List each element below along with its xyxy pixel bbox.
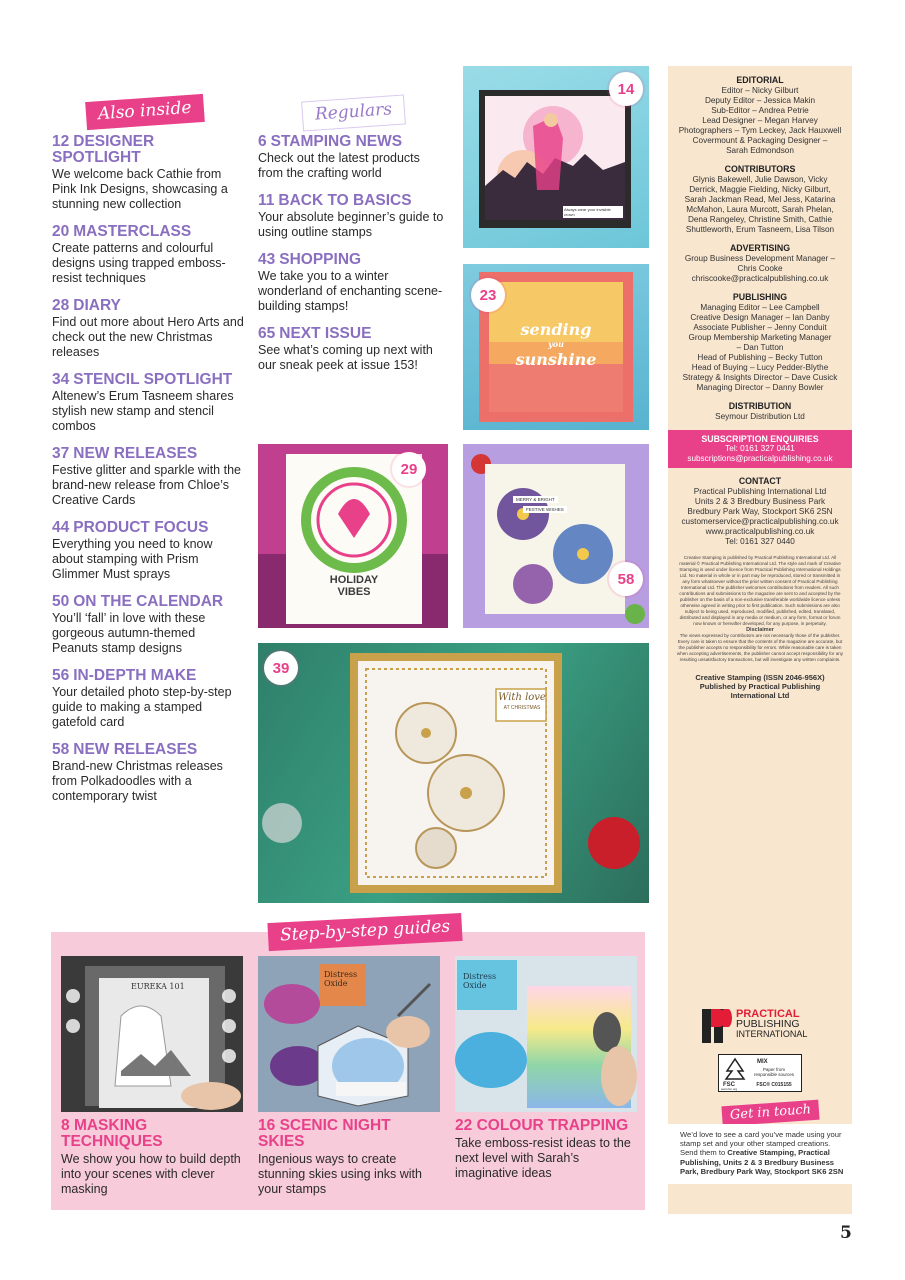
entry-title: BACK TO BASICS [278, 192, 412, 209]
card-banner: FESTIVE WISHES [523, 506, 567, 513]
contact-line: Units 2 & 3 Bredbury Business Park [694, 497, 826, 506]
page-number: 56 [52, 667, 70, 684]
credit-line: Head of Buying – Lucy Pedder-Blythe [691, 363, 829, 372]
entry-title: SHOPPING [279, 251, 362, 268]
touch-address: Creative Stamping, Practical Publishing, Units 2 & 3 Bredbury Business Park, Bredbury Park Way, Stockport SK6 2SN [680, 1148, 844, 1176]
card-text-line: AT CHRISTMAS [503, 705, 541, 711]
section-title: ADVERTISING [729, 243, 791, 253]
card-text-line: VIBES [337, 586, 371, 598]
entry-shopping[interactable] [258, 252, 448, 314]
step-colour-trapping[interactable] [455, 1118, 635, 1181]
subscription-phone[interactable]: Tel: 0161 327 0441 [725, 444, 795, 453]
credit-line: Seymour Distribution Ltd [715, 412, 805, 421]
credit-line: Group Membership Marketing Manager [688, 333, 832, 342]
touch-text: We’d love to see a card you’ve made using your stamp set and your other stamped creations. Send them to [680, 1130, 842, 1158]
advertising-email-link[interactable]: chriscooke@practicalpublishing.co.uk [691, 274, 829, 283]
page-number: 44 [52, 519, 70, 536]
entry-title: NEW RELEASES [73, 445, 198, 462]
pp-logo-mark [702, 1009, 732, 1043]
entry-title: MASTERCLASS [73, 223, 192, 240]
entry-title: DIARY [73, 297, 121, 314]
legal-notice [668, 555, 852, 663]
card-illustration [258, 643, 649, 903]
card-text-line: sunshine [515, 350, 597, 369]
fsc-badge [718, 1054, 802, 1092]
entry-next-issue[interactable] [258, 326, 448, 373]
entry-desc: We welcome back Cathie from Pink Ink Designs, showcasing a stunning new collection [52, 167, 228, 211]
page-number: 43 [258, 251, 276, 268]
credit-line: Managing Director – Danny Bowler [696, 383, 824, 392]
page-number: 22 [455, 1117, 473, 1134]
step-title: SCENIC NIGHT SKIES [258, 1117, 391, 1150]
entry-desc: You’ll ‘fall’ in love with these gorgeous autumn-themed Peanuts stamp designs [52, 611, 206, 655]
credit-line: Creative Design Manager – Ian Danby [690, 313, 830, 322]
credit-line: Lead Designer – Megan Harvey [702, 116, 818, 125]
contributors-section [668, 164, 852, 235]
legal-text: Creative Stamping is published by Practical Publishing International Ltd. All material © Practical Publishing International Ltd. The style and mark of Creative Stamping is used under licence from Practical Publishing International Holdings Ltd. No material in whole or in part may be reproduced, stored or transmitted in any form whatsoever without the prior written consent of Practical Publishing International Ltd. The publisher welcomes contributions from readers. All such contributions and submissions to the magazine are sent to and accepted by the publisher on the basis of a non-exclusive transferable worldwide licence unless otherwise agreed in writing prior to first publication. Such submissions are also subject to being used, reproduced, modified, published, edited, translated, distributed and displayed in any media or medium, or any form, format or forum now known or hereafter developed, for any purpose, in perpetuity. [679, 555, 841, 626]
card-text [463, 322, 649, 367]
step-photo-text: Distress Oxide [463, 972, 497, 990]
entry-title: NEW RELEASES [73, 741, 198, 758]
photo-58-poinsettia-card[interactable] [463, 444, 649, 628]
credit-line: McMahon, Laura Murcott, Sarah Phelan, [686, 205, 834, 214]
entry-title: NEXT ISSUE [279, 325, 372, 342]
page-number: 50 [52, 593, 70, 610]
logo-line: PUBLISHING [736, 1018, 800, 1030]
card-banner: MERRY & BRIGHT [513, 496, 558, 503]
credit-line: Editor – Nicky Gilburt [721, 86, 799, 95]
contact-website-link[interactable]: www.practicalpublishing.co.uk [705, 527, 815, 536]
issn-text: Creative Stamping (ISSN 2046-956X) Published by Practical Publishing International Ltd [695, 673, 825, 700]
credit-line: Sarah Jackman Read, Mel Jess, Katarina [684, 195, 836, 204]
card-sentiment [498, 693, 546, 713]
credit-line: Sarah Edmondson [726, 146, 794, 155]
page-number: 11 [258, 192, 275, 209]
page-badge: 39 [264, 651, 298, 685]
entry-desc: Altenew’s Erum Tasneem shares stylish new stamp and stencil combos [52, 389, 234, 433]
page-badge: 14 [609, 72, 643, 106]
card-text [286, 574, 422, 598]
card-text-line: HOLIDAY [329, 574, 379, 586]
page-number: 8 [61, 1117, 70, 1134]
page-number: 12 [52, 133, 70, 150]
entry-desc: Brand-new Christmas releases from Polkadoodles with a contemporary twist [52, 759, 223, 803]
entry-title: PRODUCT FOCUS [73, 519, 209, 536]
photo-29-holiday-vibes-card[interactable] [258, 444, 448, 628]
section-title: SUBSCRIPTION ENQUIRIES [701, 434, 819, 444]
step-masking-techniques[interactable] [61, 1118, 241, 1197]
editorial-section [668, 75, 852, 156]
page-number: 58 [52, 741, 70, 758]
credit-line: Chris Cooke [737, 264, 783, 273]
entry-desc: Find out more about Hero Arts and check out the new Christmas releases [52, 315, 244, 359]
entry-desc: See what’s coming up next with our sneak peek at issue 153! [258, 343, 433, 372]
page-number: 37 [52, 445, 70, 462]
contact-email-link[interactable]: customerservice@practicalpublishing.co.uk [681, 517, 839, 526]
step-photo-text: EUREKA 101 [131, 982, 185, 991]
disclaimer-text: The views expressed by contributors are not necessarily those of the publisher. Every care is taken to ensure that the contents of the magazine are accurate, but the publisher accepts no responsibility for errors. While reasonable care is taken when accepting advertisements, the publisher cannot accept responsibility for any resulting unsatisfactory transactions, but will investigate any written complaints. [676, 633, 844, 662]
subscription-email-link[interactable]: subscriptions@practicalpublishing.co.uk [687, 454, 833, 463]
fsc-code: FSC® C015155 [756, 1082, 792, 1088]
card-illustration [463, 444, 649, 628]
card-text-line: sending [520, 320, 592, 339]
credit-line: – Dan Tutton [736, 343, 784, 352]
step-illustration [61, 956, 243, 1112]
step-scenic-night-skies[interactable] [258, 1118, 438, 1197]
page-number: 16 [258, 1117, 276, 1134]
photo-14-crown-card[interactable] [463, 66, 649, 248]
fsc-mix: MIX [757, 1059, 768, 1065]
credit-line: Head of Publishing – Becky Tutton [697, 353, 823, 362]
entry-diary[interactable] [52, 298, 244, 360]
credit-line: Strategy & Insights Director – Dave Cusick [682, 373, 838, 382]
entry-title: STAMPING NEWS [270, 133, 403, 150]
fsc-label: FSC [723, 1082, 735, 1088]
credit-line: Associate Publisher – Jenny Conduit [693, 323, 827, 332]
step-by-step-label: Step-by-step guides [267, 913, 462, 951]
entry-masterclass[interactable] [52, 224, 244, 286]
contact-line: Bredbury Park Way, Stockport SK6 2SN [687, 507, 833, 516]
regulars-column [258, 134, 448, 385]
step-title: MASKING TECHNIQUES [61, 1117, 163, 1150]
entry-in-depth-make[interactable] [52, 668, 244, 730]
page-number: 34 [52, 371, 70, 388]
masthead-sidebar [668, 66, 852, 1214]
credit-line: Group Business Development Manager – [684, 254, 836, 263]
card-caption: Always wear your invisible crown [563, 206, 623, 218]
entry-on-the-calendar[interactable] [52, 594, 244, 656]
page-badge: 29 [392, 452, 426, 486]
card-text-line: With love [498, 692, 546, 703]
section-title: CONTACT [738, 476, 782, 486]
page-number: 6 [258, 133, 267, 150]
credit-line: Managing Editor – Lee Campbell [700, 303, 820, 312]
pp-logo-text [736, 1009, 807, 1039]
entry-stencil-spotlight[interactable] [52, 372, 244, 434]
issn-line [668, 673, 852, 700]
step-desc: We show you how to build depth into your scenes with clever masking [61, 1152, 241, 1196]
contact-phone[interactable]: Tel: 0161 327 0440 [725, 537, 795, 546]
entry-title: ON THE CALENDAR [73, 593, 224, 610]
section-title: DISTRIBUTION [728, 401, 792, 411]
entry-title: DESIGNER SPOTLIGHT [52, 133, 155, 166]
section-title: EDITORIAL [736, 75, 784, 85]
section-title: CONTRIBUTORS [724, 164, 796, 174]
credit-line: Glynis Bakewell, Julie Dawson, Vicky [692, 175, 828, 184]
also-inside-column [52, 134, 244, 816]
step-photo-night-skies[interactable] [258, 956, 440, 1112]
regulars-label: Regulars [301, 94, 406, 131]
photo-23-sunshine-card[interactable] [463, 264, 649, 430]
page-number-footer: 5 [840, 1223, 852, 1243]
entry-desc: Create patterns and colourful designs using trapped emboss-resist techniques [52, 241, 226, 285]
entry-back-to-basics[interactable] [258, 193, 448, 240]
photo-39-with-love-card[interactable] [258, 643, 649, 903]
entry-new-releases-58[interactable] [52, 742, 244, 804]
credit-line: Shuttleworth, Erum Tasneem, Lisa Tilson [685, 225, 835, 234]
entry-title: STENCIL SPOTLIGHT [73, 371, 233, 388]
distribution-section [668, 401, 852, 422]
step-photo-text: Distress Oxide [324, 970, 358, 988]
subscription-section [668, 430, 852, 468]
get-in-touch-label: Get in touch [721, 1100, 819, 1127]
publishing-section [668, 292, 852, 393]
page-badge: 58 [609, 562, 643, 596]
credit-line: Covermount & Packaging Designer – [692, 136, 828, 145]
also-inside-label: Also inside [85, 94, 204, 130]
entry-desc: Your absolute beginner’s guide to using outline stamps [258, 210, 444, 239]
entry-product-focus[interactable] [52, 520, 244, 582]
advertising-section [668, 243, 852, 284]
section-title: PUBLISHING [732, 292, 788, 302]
fsc-paper: Paper from responsible sources [753, 1067, 795, 1077]
disclaimer-title: Disclaimer [746, 627, 774, 633]
fsc-tree-icon [722, 1057, 748, 1083]
entry-desc: Everything you need to know about stamping with Prism Glimmer Must sprays [52, 537, 213, 581]
credit-line: Derrick, Maggie Fielding, Nicky Gilburt, [689, 185, 831, 194]
step-desc: Ingenious ways to create stunning skies using inks with your stamps [258, 1152, 422, 1196]
entry-title: IN-DEPTH MAKE [73, 667, 197, 684]
step-desc: Take emboss-resist ideas to the next level with Sarah’s imaginative ideas [455, 1136, 631, 1180]
fsc-url: www.fsc.org [721, 1087, 738, 1091]
get-in-touch-box [668, 1124, 852, 1184]
credit-line: Photographers – Tym Leckey, Jack Hauxwell [678, 126, 842, 135]
entry-desc: Check out the latest products from the crafting world [258, 151, 420, 180]
practical-publishing-logo [702, 1008, 822, 1044]
entry-desc: Your detailed photo step-by-step guide to making a stamped gatefold card [52, 685, 232, 729]
entry-designer-spotlight[interactable] [52, 134, 244, 212]
credit-line: Dena Rangeley, Christine Smith, Cathie [687, 215, 833, 224]
step-photo-masking[interactable] [61, 956, 243, 1112]
entry-desc: We take you to a winter wonderland of enchanting scene-building stamps! [258, 269, 443, 313]
contact-line: Practical Publishing International Ltd [693, 487, 827, 496]
page-number: 28 [52, 297, 70, 314]
page-number: 20 [52, 223, 70, 240]
entry-new-releases-37[interactable] [52, 446, 244, 508]
page-number: 65 [258, 325, 276, 342]
contact-section [668, 476, 852, 547]
logo-line: INTERNATIONAL [736, 1029, 808, 1039]
credit-line: Deputy Editor – Jessica Makin [704, 96, 816, 105]
logo-line: PRACTICAL [736, 1008, 800, 1020]
page-badge: 23 [471, 278, 505, 312]
credit-line: Sub-Editor – Andrea Petrie [711, 106, 809, 115]
entry-stamping-news[interactable] [258, 134, 448, 181]
card-text-line: you [548, 339, 564, 349]
entry-desc: Festive glitter and sparkle with the brand-new release from Chloe’s Creative Cards [52, 463, 241, 507]
step-title: COLOUR TRAPPING [476, 1117, 629, 1134]
step-photo-colour-trapping[interactable] [455, 956, 637, 1112]
